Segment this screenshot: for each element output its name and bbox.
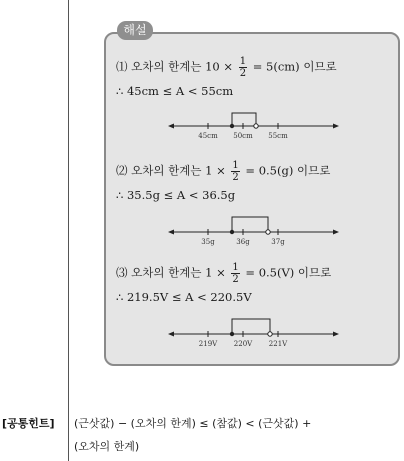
item-2-statement: ⑵ 오차의 한계는 1 × $\frac{1}{2}$ = 0.5(g) 이므로 [116,160,331,183]
open-endpoint [268,332,272,336]
tick-label: 221V [268,340,288,348]
hint-line-2: (오차의 한계) [74,440,140,453]
left-divider [68,0,69,461]
number-line-2 [160,222,340,252]
solution-tag: 해설 [117,21,153,40]
tick-label: 45cm [198,132,218,140]
item-3-range: ∴ 219.5V ≤ A < 220.5V [116,290,252,304]
item-2-range: ∴ 35.5g ≤ A < 36.5g [116,188,236,202]
tick-label: 219V [198,340,218,348]
tick-label: 36g [236,238,250,246]
tick-label: 35g [201,238,215,246]
item-1-fraction: $\frac{1}{2}$ [239,56,247,79]
closed-endpoint [230,230,234,234]
hint-line-1: (근삿값) − (오차의 한계) ≤ (참값) < (근삿값) + [74,417,312,430]
hint-label: [공통힌트] [2,417,55,430]
number-line-3 [160,324,340,354]
tick-label: 37g [271,238,285,246]
item-3-fraction: $\frac{1}{2}$ [232,262,239,285]
number-line-1 [160,116,340,146]
item-1-statement: ⑴ 오차의 한계는 10 × $\frac{1}{2}$ = 5(cm) 이므로 [116,56,337,79]
closed-endpoint [230,124,234,128]
open-endpoint [254,124,258,128]
closed-endpoint [230,332,234,336]
tick-label: 220V [233,340,253,348]
tick-label: 50cm [233,132,253,140]
open-endpoint [266,230,270,234]
item-2-fraction: $\frac{1}{2}$ [232,160,239,183]
item-1-range: ∴ 45cm ≤ A < 55cm [116,84,234,98]
tick-label: 55cm [268,132,288,140]
item-3-statement: ⑶ 오차의 한계는 1 × $\frac{1}{2}$ = 0.5(V) 이므로 [116,262,332,285]
